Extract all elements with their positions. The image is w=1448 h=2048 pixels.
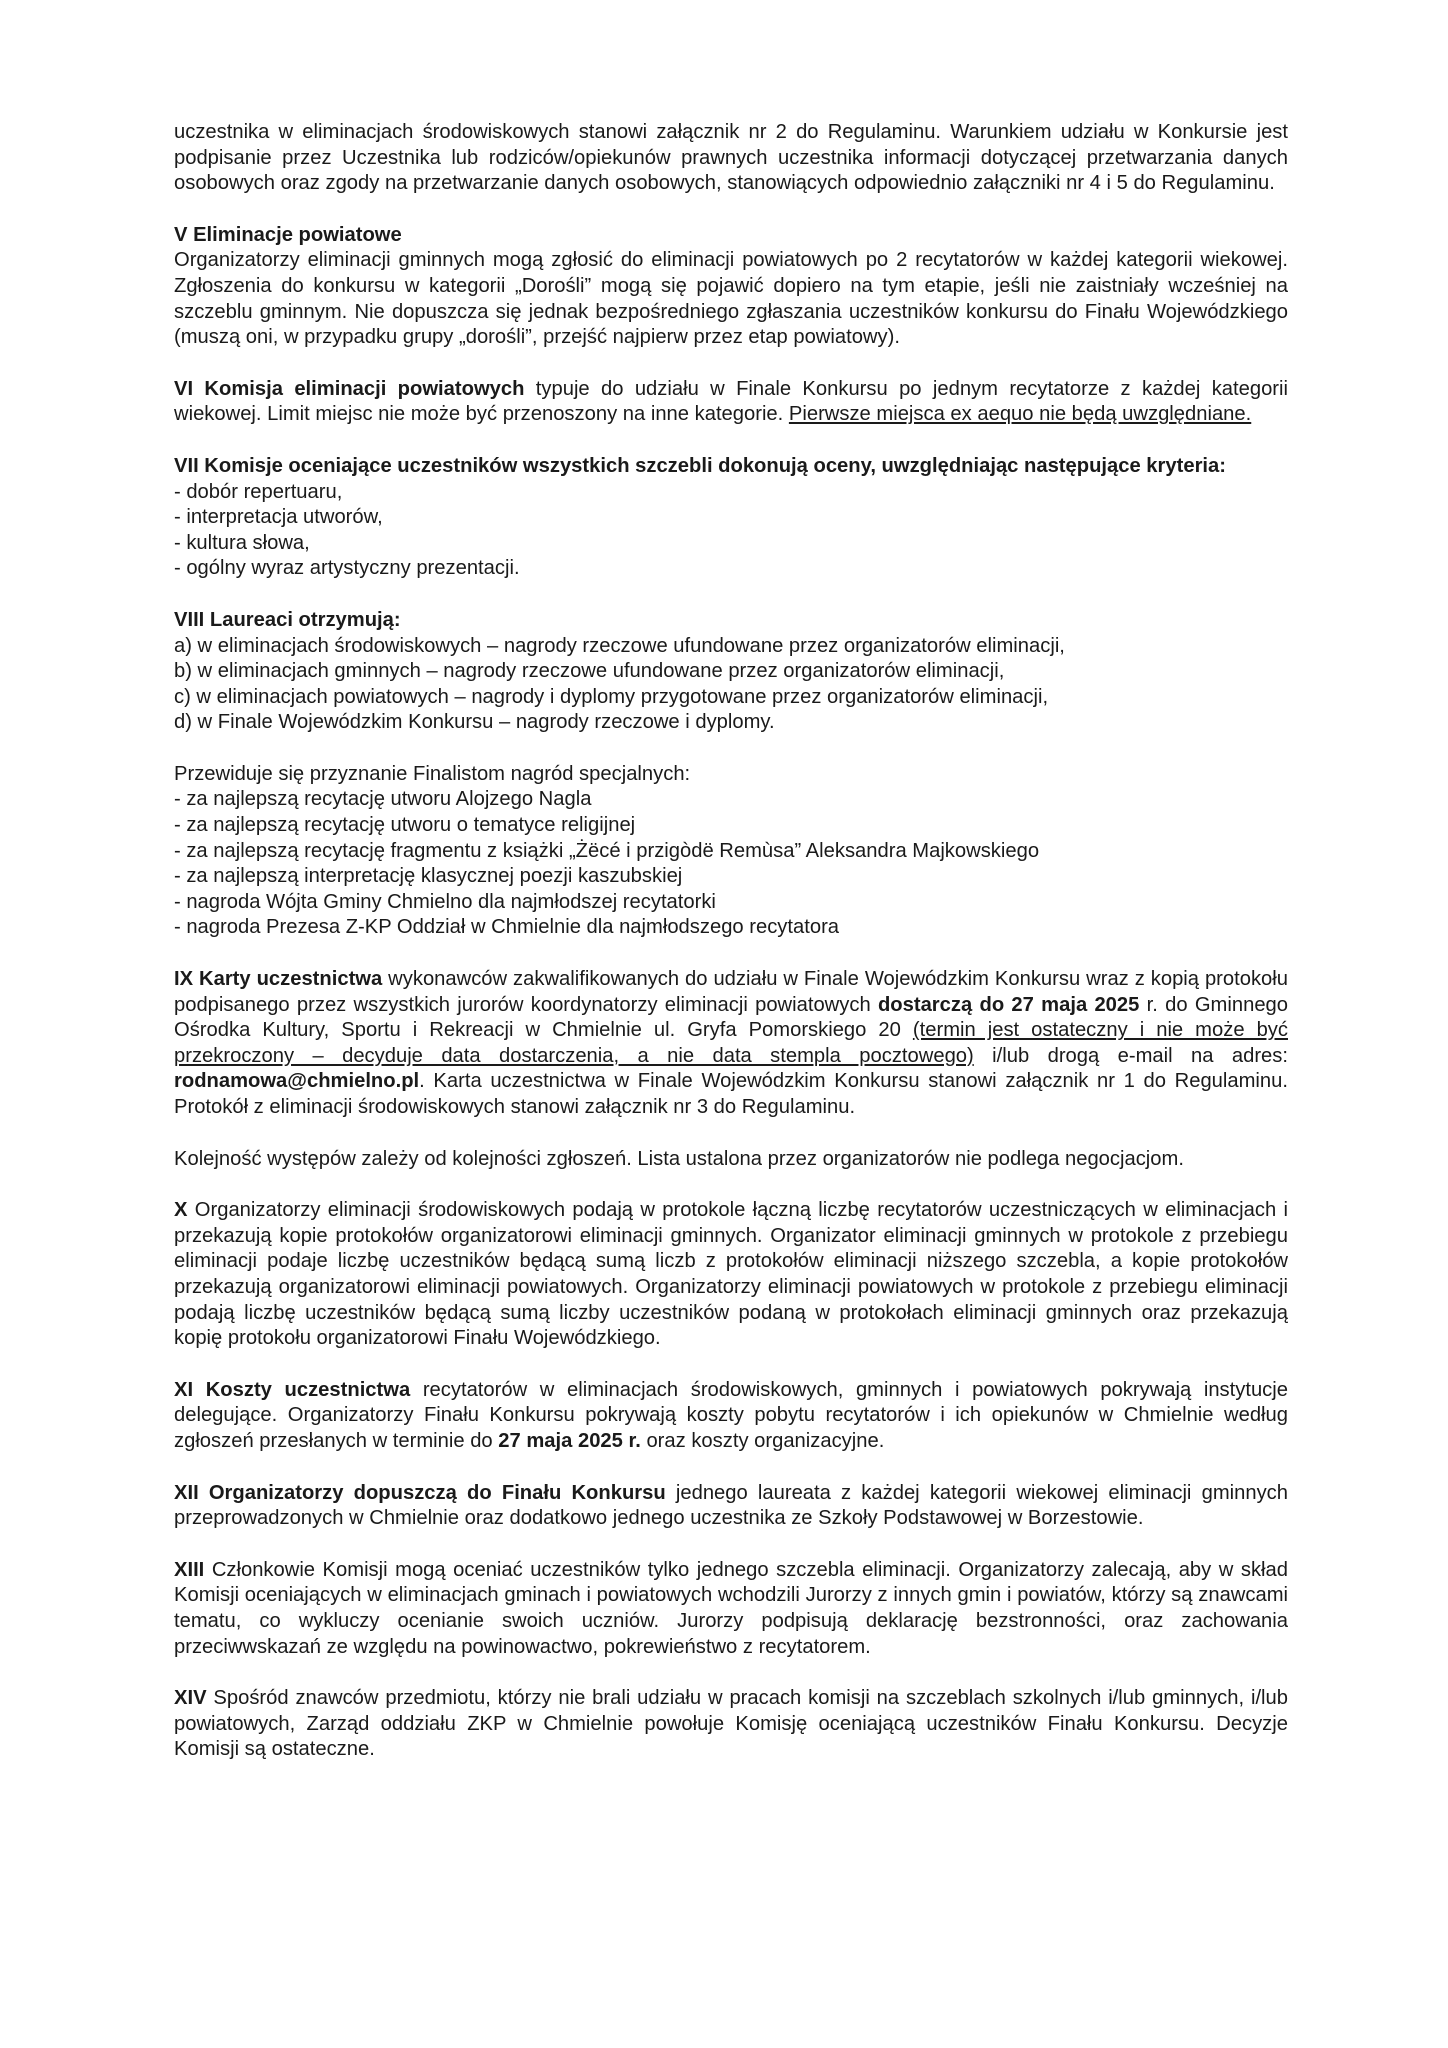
section-vi-underlined: Pierwsze miejsca ex aequo nie będą uwzględniane. (788, 403, 1252, 426)
section-xiii (174, 1558, 1288, 1660)
section-v (174, 223, 1288, 351)
section-xi-heading: XI Koszty uczestnictwa (174, 1378, 411, 1401)
criteria-list (174, 480, 1288, 582)
section-vi (174, 377, 1288, 428)
order-paragraph (174, 1147, 1288, 1173)
list-item: - interpretacja utworów, (174, 506, 383, 529)
section-v-text: Organizatorzy eliminacji gminnych mogą zgłosić do eliminacji powiatowych po 2 recytatorów w każdej kategorii wiekowej. Zgłoszenia do konkursu w kategorii „Dorośli” mogą się pojawić dopiero na tym etapie, jeśli nie zaistniały wcześniej na szczeblu gminnym. Nie dopuszcza się jednak bezpośredniego zgłaszania uczestników konkursu do Finału Wojewódzkiego (muszą oni, w przypadku grupy „dorośli”, przejść najpierw przez etap powiatowy). (174, 249, 1288, 349)
section-xi (174, 1378, 1288, 1455)
section-viii-heading: VIII Laureaci otrzymują: (174, 608, 401, 631)
list-item: - nagroda Prezesa Z-KP Oddział w Chmielnie dla najmłodszego recytatora (174, 916, 840, 939)
intro-text: uczestnika w eliminacjach środowiskowych stanowi załącznik nr 2 do Regulaminu. Warunkiem udziału w Konkursie jest podpisanie przez Uczestnika lub rodziców/opiekunów prawnych uczestnika informacji dotyczącej przetwarzania danych osobowych oraz zgody na przetwarzanie danych osobowych, stanowiących odpowiednio załączniki nr 4 i 5 do Regulaminu. (174, 121, 1288, 195)
special-prizes-list (174, 787, 1288, 941)
section-xiv-text: Spośród znawców przedmiotu, którzy nie brali udziału w pracach komisji na szczeblach szkolnych i/lub gminnych, i/lub powiatowych, Zarząd oddziału ZKP w Chmielnie powołuje Komisję oceniającą uczestników Finału Konkursu. Decyzje Komisji są ostateczne. (174, 1687, 1288, 1761)
section-vii-heading: VII Komisje oceniające uczestników wszystkich szczebli dokonują oceny, uwzględniając następujące kryteria: (174, 454, 1226, 477)
section-ix (174, 967, 1288, 1121)
section-ix-underlined: (termin jest ostateczny i nie może być przekroczony – decyduje data dostarczenia, a nie data stempla pocztowego) (174, 1019, 1288, 1067)
list-item: - za najlepszą interpretację klasycznej poezji kaszubskiej (174, 865, 683, 888)
order-text: Kolejność występów zależy od kolejności zgłoszeń. Lista ustalona przez organizatorów nie podlega negocjacjom. (174, 1147, 1184, 1170)
list-item: c) w eliminacjach powiatowych – nagrody i dyplomy przygotowane przez organizatorów eliminacji, (174, 685, 1049, 708)
list-item: b) w eliminacjach gminnych – nagrody rzeczowe ufundowane przez organizatorów eliminacji, (174, 660, 1005, 683)
section-v-heading: V Eliminacje powiatowe (174, 223, 402, 246)
list-item: - za najlepszą recytację fragmentu z książki „Żëcé i przigòdë Remùsa” Aleksandra Majkowskiego (174, 839, 1040, 862)
section-xii (174, 1481, 1288, 1532)
document-page (174, 120, 1288, 1789)
section-xi-text-1: recytatorów w eliminacjach środowiskowych, gminnych i powiatowych pokrywają instytucje delegujące. Organizatorzy Finału Konkursu pokrywają koszty pobytu recytatorów i ich opiekunów w Chmielnie według zgłoszeń przesłanych w terminie do (174, 1378, 1288, 1452)
list-item: - nagroda Wójta Gminy Chmielno dla najmłodszej recytatorki (174, 890, 716, 913)
list-item: - kultura słowa, (174, 531, 310, 554)
list-item: d) w Finale Wojewódzkim Konkursu – nagrody rzeczowe i dyplomy. (174, 711, 775, 734)
section-ix-text-3: i/lub drogą e-mail na adres: (973, 1044, 1288, 1067)
section-vi-text: typuje do udziału w Finale Konkursu po jednym recytatorze z każdej kategorii wiekowej. Limit miejsc nie może być przenoszony na inne kategorie. (174, 377, 1288, 426)
section-xiv-heading: XIV (174, 1687, 207, 1710)
section-viii (174, 608, 1288, 736)
section-xii-heading: XII Organizatorzy dopuszczą do Finału Konkursu (174, 1481, 666, 1504)
section-ix-heading: IX Karty uczestnictwa (174, 968, 383, 991)
section-xi-deadline: 27 maja 2025 r. (498, 1429, 641, 1452)
section-xiii-heading: XIII (174, 1558, 205, 1581)
section-xiii-text: Członkowie Komisji mogą oceniać uczestników tylko jednego szczebla eliminacji. Organizatorzy zalecają, aby w skład Komisji oceniających w eliminacjach gminach i powiatowych wchodzili Jurorzy z innych gmin i powiatów, którzy są znawcami tematu, co wykluczy ocenianie swoich uczniów. Jurorzy podpisują deklarację bezstronności, oraz zachowania przeciwwskazań ze względu na powinowactwo, pokrewieństwo z recytatorem. (174, 1558, 1288, 1658)
special-prizes-intro: Przewiduje się przyznanie Finalistom nagród specjalnych: (174, 762, 691, 785)
section-xii-text: jednego laureata z każdej kategorii wiekowej eliminacji gminnych przeprowadzonych w Chmielnie oraz dodatkowo jednego uczestnika ze Szkoły Podstawowej w Borzestowie. (174, 1481, 1288, 1530)
section-vii (174, 454, 1288, 582)
section-ix-text-4: . Karta uczestnictwa w Finale Wojewódzkim Konkursu stanowi załącznik nr 1 do Regulaminu. Protokół z eliminacji środowiskowych stanowi załącznik nr 3 do Regulaminu. (174, 1070, 1288, 1118)
section-xi-text-2: oraz koszty organizacyjne. (640, 1429, 885, 1452)
section-x (174, 1198, 1288, 1352)
section-vi-heading: VI Komisja eliminacji powiatowych (174, 377, 525, 400)
list-item: - ogólny wyraz artystyczny prezentacji. (174, 557, 520, 580)
section-xiv (174, 1686, 1288, 1763)
section-ix-text-1: wykonawców zakwalifikowanych do udziału w Finale Wojewódzkim Konkursu wraz z kopią protokołu podpisanego przez wszystkich jurorów koordynatorzy eliminacji powiatowych (174, 968, 1288, 1016)
section-ix-deadline: dostarczą do 27 maja 2025 (877, 993, 1140, 1016)
list-item: - za najlepszą recytację utworu o tematyce religijnej (174, 814, 636, 837)
email-address: rodnamowa@chmielno.pl (174, 1070, 420, 1093)
section-x-text: Organizatorzy eliminacji środowiskowych podają w protokole łączną liczbę recytatorów uczestniczących w eliminacjach i przekazują kopie protokołów organizatorowi eliminacji gminnych. Organizator eliminacji gminnych w protokole z przebiegu eliminacji podaje liczbę uczestników będącą sumą liczb z protokołów eliminacji niższego szczebla, a kopie protokołów przekazują organizatorowi eliminacji powiatowych. Organizatorzy eliminacji powiatowych w protokole z przebiegu eliminacji podają liczbę uczestników będącą sumą liczby uczestników podaną w protokołach eliminacji gminnych oraz przekazują kopię protokołu organizatorowi Finału Wojewódzkiego. (174, 1199, 1288, 1350)
special-prizes (174, 762, 1288, 941)
section-x-heading: X (174, 1199, 188, 1222)
intro-paragraph (174, 120, 1288, 197)
section-ix-text-2: r. do Gminnego Ośrodka Kultury, Sportu i Rekreacji w Chmielnie ul. Gryfa Pomorskiego 20 (174, 993, 1288, 1042)
list-item: - dobór repertuaru, (174, 480, 343, 503)
prizes-list (174, 634, 1288, 736)
list-item: - za najlepszą recytację utworu Alojzego Nagla (174, 788, 592, 811)
list-item: a) w eliminacjach środowiskowych – nagrody rzeczowe ufundowane przez organizatorów eliminacji, (174, 634, 1065, 657)
